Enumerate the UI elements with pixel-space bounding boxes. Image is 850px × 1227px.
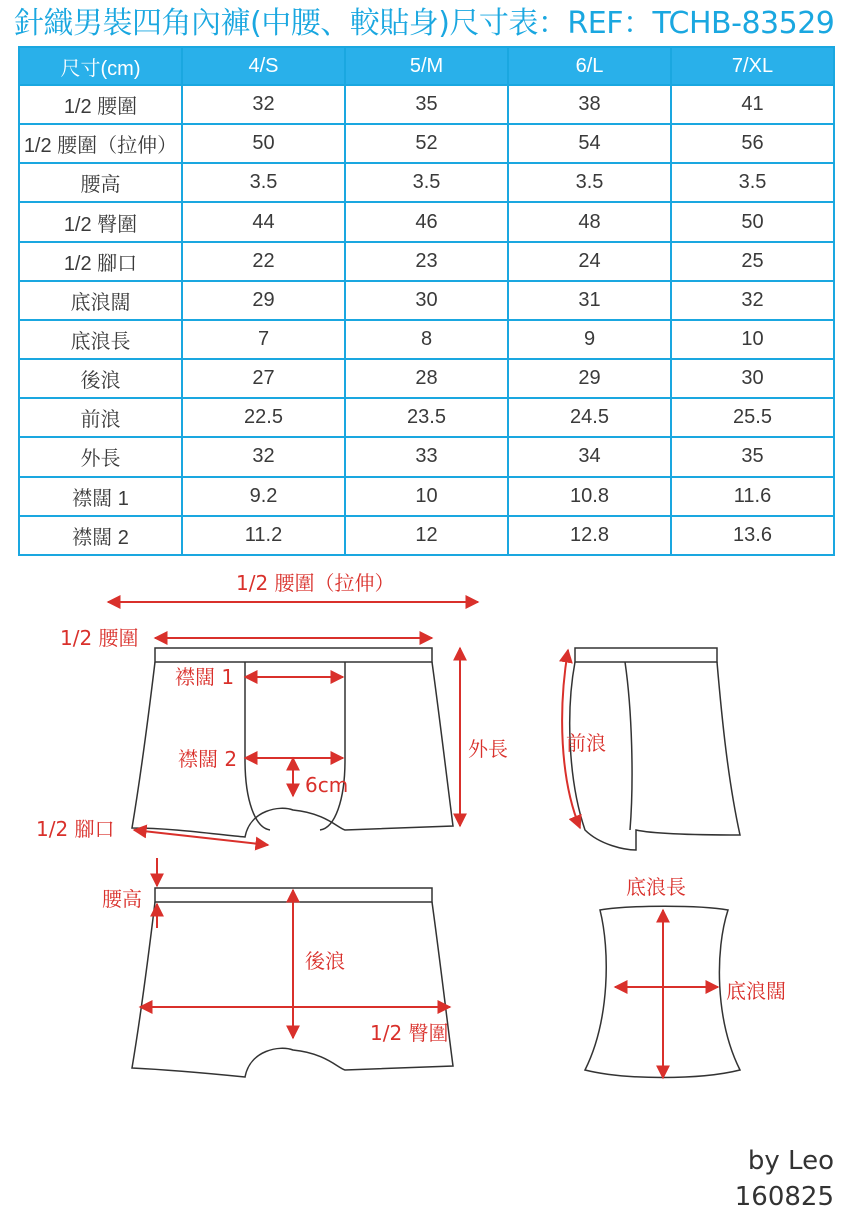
column-header: 5/M: [345, 47, 508, 85]
table-cell: 10: [671, 320, 834, 359]
table-cell: 3.5: [508, 163, 671, 202]
label-back-rise: 後浪: [305, 949, 345, 973]
table-row: [19, 320, 834, 359]
table-cell: 13.6: [671, 516, 834, 555]
table-cell: 32: [182, 85, 345, 124]
table-cell: 10: [345, 477, 508, 516]
table-cell: 22: [182, 242, 345, 281]
table-cell: 38: [508, 85, 671, 124]
table-row: [19, 281, 834, 320]
row-label: 底浪闊: [19, 281, 182, 320]
credit: [735, 1143, 834, 1215]
table-cell: 24: [508, 242, 671, 281]
credit-code: 160825: [734, 1182, 834, 1212]
table-row: [19, 477, 834, 516]
table-cell: 10.8: [508, 477, 671, 516]
row-label: 1/2 腳口: [19, 242, 182, 281]
table-cell: 9: [508, 320, 671, 359]
table-cell: 12: [345, 516, 508, 555]
table-cell: 46: [345, 202, 508, 241]
table-header-row: [19, 47, 834, 85]
label-gusset-width: 底浪闊: [726, 979, 786, 1003]
row-label: 1/2 臀圍: [19, 202, 182, 241]
column-header: 7/XL: [671, 47, 834, 85]
table-cell: 23: [345, 242, 508, 281]
table-cell: 29: [182, 281, 345, 320]
label-outseam: 外長: [468, 737, 508, 761]
table-cell: 31: [508, 281, 671, 320]
row-label: 襟闊 2: [19, 516, 182, 555]
row-label: 後浪: [19, 359, 182, 398]
table-cell: 9.2: [182, 477, 345, 516]
table-cell: 24.5: [508, 398, 671, 437]
table-cell: 41: [671, 85, 834, 124]
label-fly-width-1: 襟闊 1: [175, 665, 235, 689]
table-cell: 50: [182, 124, 345, 163]
table-cell: 3.5: [182, 163, 345, 202]
label-waist-stretch: 1/2 腰圍（拉伸）: [236, 571, 395, 595]
table-cell: 8: [345, 320, 508, 359]
table-cell: 33: [345, 437, 508, 476]
column-header: 4/S: [182, 47, 345, 85]
row-label: 前浪: [19, 398, 182, 437]
row-label: 底浪長: [19, 320, 182, 359]
table-cell: 52: [345, 124, 508, 163]
table-cell: 29: [508, 359, 671, 398]
table-cell: 56: [671, 124, 834, 163]
table-row: [19, 359, 834, 398]
table-row: [19, 398, 834, 437]
row-label: 1/2 腰圍（拉伸）: [19, 124, 182, 163]
size-table: [18, 46, 835, 556]
table-cell: 27: [182, 359, 345, 398]
label-fly-offset: 6cm: [305, 773, 349, 797]
table-cell: 25: [671, 242, 834, 281]
table-cell: 3.5: [671, 163, 834, 202]
column-header: 尺寸(cm): [19, 47, 182, 85]
table-row: [19, 124, 834, 163]
table-cell: 3.5: [345, 163, 508, 202]
credit-author: by Leo: [747, 1146, 834, 1176]
label-hip: 1/2 臀圍: [370, 1021, 449, 1045]
table-row: [19, 437, 834, 476]
table-cell: 28: [345, 359, 508, 398]
label-waistband-height: 腰高: [102, 887, 142, 911]
table-row: [19, 85, 834, 124]
label-waist: 1/2 腰圍: [60, 626, 139, 650]
table-cell: 35: [345, 85, 508, 124]
table-cell: 32: [182, 437, 345, 476]
table-cell: 35: [671, 437, 834, 476]
table-cell: 50: [671, 202, 834, 241]
table-cell: 54: [508, 124, 671, 163]
table-cell: 48: [508, 202, 671, 241]
page-title: 針織男裝四角內褲(中腰、較貼身)尺寸表：REF：TCHB-83529: [14, 6, 835, 41]
table-cell: 22.5: [182, 398, 345, 437]
table-cell: 11.6: [671, 477, 834, 516]
label-leg-opening: 1/2 腳口: [36, 817, 115, 841]
row-label: 1/2 腰圍: [19, 85, 182, 124]
table-row: [19, 202, 834, 241]
table-cell: 30: [345, 281, 508, 320]
table-row: [19, 516, 834, 555]
table-row: [19, 163, 834, 202]
label-fly-width-2: 襟闊 2: [178, 747, 238, 771]
table-row: [19, 242, 834, 281]
table-cell: 25.5: [671, 398, 834, 437]
measurement-diagram: [0, 560, 850, 1120]
table-cell: 44: [182, 202, 345, 241]
row-label: 腰高: [19, 163, 182, 202]
table-cell: 34: [508, 437, 671, 476]
table-cell: 30: [671, 359, 834, 398]
table-cell: 32: [671, 281, 834, 320]
table-cell: 11.2: [182, 516, 345, 555]
row-label: 外長: [19, 437, 182, 476]
label-gusset-length: 底浪長: [626, 875, 686, 899]
row-label: 襟闊 1: [19, 477, 182, 516]
label-front-rise: 前浪: [566, 731, 606, 755]
table-cell: 23.5: [345, 398, 508, 437]
column-header: 6/L: [508, 47, 671, 85]
table-cell: 7: [182, 320, 345, 359]
table-cell: 12.8: [508, 516, 671, 555]
